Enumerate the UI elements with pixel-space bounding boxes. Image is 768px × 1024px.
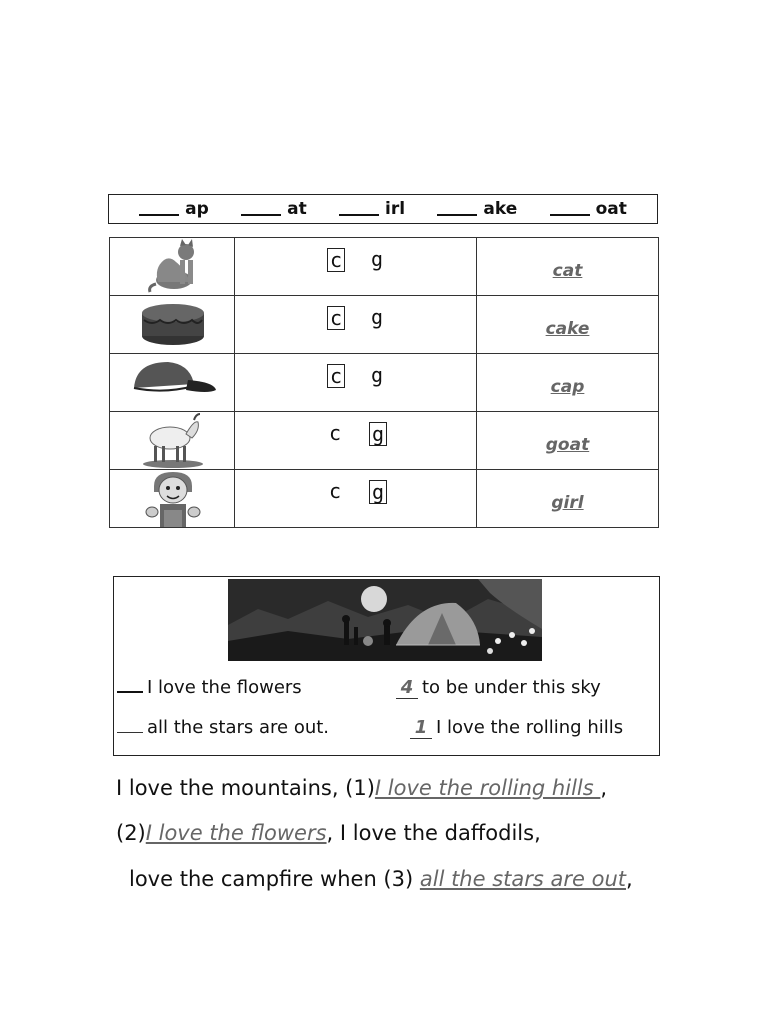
picture-cell — [110, 470, 235, 528]
letter-choice-cell — [235, 296, 477, 354]
ending-2: at — [241, 199, 307, 219]
poem-text: love the campfire when (3) — [129, 867, 420, 891]
table-row — [110, 238, 659, 296]
poem-ordering-box — [113, 576, 660, 756]
ending-1: ap — [139, 199, 209, 219]
table-row — [110, 354, 659, 412]
option-text: to be under this sky — [422, 677, 601, 698]
answer-word: girl — [551, 492, 584, 513]
option-number-blank[interactable]: 4 — [396, 677, 418, 699]
option-number-blank[interactable]: 1 — [410, 717, 432, 739]
word-endings-strip — [108, 194, 658, 224]
letter-g-circled[interactable]: g — [369, 480, 387, 504]
option-i-love-the-rolling-hills — [410, 717, 623, 739]
letter-choice-cell — [235, 354, 477, 412]
poem-fill-answer-2[interactable]: I love the flowers — [145, 821, 327, 845]
answer-cell — [477, 354, 659, 412]
poem-text: (2) — [116, 821, 146, 845]
picture-cell — [110, 296, 235, 354]
poem-text: , I love the daffodils, — [326, 821, 541, 845]
letter-choice-cell — [235, 470, 477, 528]
picture-word-table — [109, 237, 659, 528]
poem-line-2 — [116, 821, 541, 845]
answer-cell — [477, 238, 659, 296]
option-number-blank[interactable] — [117, 732, 143, 733]
ending-3: irl — [339, 199, 405, 219]
answer-cell — [477, 296, 659, 354]
answer-word: cat — [552, 260, 583, 281]
option-all-the-stars-are-out — [117, 717, 329, 738]
poem-line-3 — [129, 867, 633, 891]
table-row — [110, 412, 659, 470]
picture-cell — [110, 354, 235, 412]
letter-c-circled[interactable]: c — [327, 306, 345, 330]
poem-text: I love the mountains, (1) — [116, 776, 375, 800]
option-number-blank[interactable] — [117, 691, 143, 693]
option-text: I love the flowers — [147, 677, 302, 698]
option-i-love-the-flowers — [117, 677, 302, 698]
picture-cell — [110, 412, 235, 470]
goat-picture — [140, 412, 206, 469]
girl-picture — [140, 470, 206, 527]
table-row — [110, 296, 659, 354]
answer-word: cake — [545, 318, 590, 339]
letter-g[interactable]: g — [370, 363, 384, 387]
cap-picture — [128, 354, 218, 411]
option-text: I love the rolling hills — [436, 717, 624, 738]
ending-4: ake — [437, 199, 517, 219]
letter-choice-cell — [235, 238, 477, 296]
poem-text: , — [626, 867, 633, 891]
option-text: all the stars are out. — [147, 717, 330, 738]
answer-cell — [477, 470, 659, 528]
letter-c-circled[interactable]: c — [327, 364, 345, 388]
letter-g[interactable]: g — [370, 247, 384, 271]
letter-g[interactable]: g — [370, 305, 384, 329]
letter-choice-cell — [235, 412, 477, 470]
poem-fill-answer-1[interactable]: I love the rolling hills — [374, 776, 601, 800]
poem-line-1 — [116, 776, 607, 800]
letter-g-circled[interactable]: g — [369, 422, 387, 446]
poem-text: , — [600, 776, 608, 800]
night-campsite-picture — [228, 579, 542, 661]
cake-picture — [140, 296, 206, 353]
poem-fill-answer-3[interactable]: all the stars are out — [419, 867, 626, 891]
letter-c[interactable]: c — [328, 421, 342, 445]
table-row — [110, 470, 659, 528]
letter-c-circled[interactable]: c — [327, 248, 345, 272]
letter-c[interactable]: c — [328, 479, 342, 503]
answer-cell — [477, 412, 659, 470]
cat-picture — [140, 238, 206, 295]
answer-word: goat — [545, 434, 590, 455]
answer-word: cap — [550, 376, 585, 397]
ending-5: oat — [550, 199, 627, 219]
picture-cell — [110, 238, 235, 296]
option-to-be-under-this-sky — [396, 677, 601, 699]
